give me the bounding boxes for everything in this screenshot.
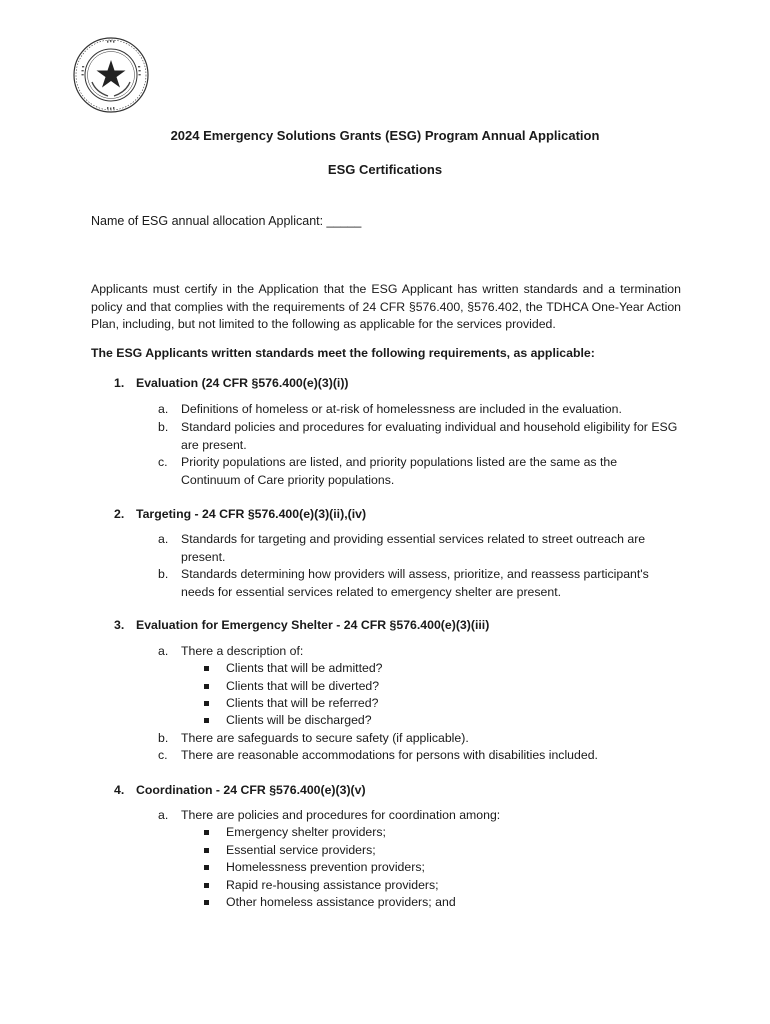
list-item [158,730,678,748]
bullet-text: Clients will be discharged? [226,713,372,727]
intro-paragraph: Applicants must certify in the Application that the ESG Applicant has written standards and a termination policy and that complies with the requirements of 24 CFR §576.400, §576.402, the TDHCA One-Year Action Plan, including, but not limited to the following as applicable for the services provided. [91,282,681,331]
bullet-text: Rapid re-housing assistance providers; [226,878,439,892]
list-item [158,454,678,489]
section-number: 2. [114,507,125,521]
item-letter: b. [158,731,169,745]
applicant-name-line: Name of ESG annual allocation Applicant: _____ [91,214,362,228]
bullet-text: Other homeless assistance providers; and [226,895,456,909]
section-title: Evaluation (24 CFR §576.400(e)(3)(i)) [136,376,349,390]
bullet-item [204,877,439,895]
bullet-text: Clients that will be admitted? [226,661,383,675]
item-text: There are safeguards to secure safety (if applicable). [181,731,469,745]
bullet-text: Clients that will be referred? [226,696,379,710]
bullet-square-icon [204,701,209,706]
bullet-item [204,660,383,678]
item-text: Definitions of homeless or at-risk of homelessness are included in the evaluation. [181,402,622,416]
item-text: Standard policies and procedures for evaluating individual and household eligibility for ESG are present. [181,420,678,452]
list-item [158,643,678,661]
bullet-square-icon [204,883,209,888]
section-title: Coordination - 24 CFR §576.400(e)(3)(v) [136,783,366,797]
item-text: Standards determining how providers will assess, prioritize, and reassess participant's needs for essential services related to emergency shelter are present. [181,567,649,599]
bullet-square-icon [204,684,209,689]
bullet-item [204,678,379,696]
list-item [158,566,678,601]
section-heading-evaluation [114,376,349,390]
item-letter: a. [158,402,169,416]
bullet-text: Clients that will be diverted? [226,679,380,693]
bullet-item [204,712,372,730]
item-letter: c. [158,455,168,469]
bullet-square-icon [204,830,209,835]
item-letter: b. [158,420,169,434]
list-item [158,531,678,566]
section-heading-coordination [114,783,366,797]
item-text: Standards for targeting and providing essential services related to street outreach are present. [181,532,646,564]
bullet-text: Emergency shelter providers; [226,825,386,839]
bullet-square-icon [204,865,209,870]
document-subtitle: ESG Certifications [327,162,443,177]
bullet-item [204,842,376,860]
item-letter: c. [158,748,168,762]
bullet-item [204,824,386,842]
item-text: There a description of: [181,644,304,658]
state-seal-logo [72,36,150,114]
item-letter: b. [158,567,169,581]
list-item [158,401,678,419]
bullet-text: Essential service providers; [226,843,376,857]
item-letter: a. [158,644,169,658]
bullet-text: Homelessness prevention providers; [226,860,425,874]
list-item [158,807,678,825]
bullet-square-icon [204,718,209,723]
bullet-item [204,894,456,912]
section-number: 4. [114,783,125,797]
section-title: Evaluation for Emergency Shelter - 24 CFR §576.400(e)(3)(iii) [136,618,490,632]
section-number: 3. [114,618,125,632]
bullet-square-icon [204,666,209,671]
item-letter: a. [158,532,169,546]
item-letter: a. [158,808,169,822]
document-title: 2024 Emergency Solutions Grants (ESG) Program Annual Application [170,128,600,143]
list-item [158,747,678,765]
section-number: 1. [114,376,125,390]
section-heading-targeting [114,507,366,521]
requirements-lead: The ESG Applicants written standards meet the following requirements, as applicable: [91,346,595,360]
section-heading-emergency-shelter [114,618,489,632]
item-text: Priority populations are listed, and priority populations listed are the same as the Continuum of Care priority populations. [181,455,618,487]
bullet-item [204,695,378,713]
bullet-square-icon [204,900,209,905]
bullet-square-icon [204,848,209,853]
item-text: There are reasonable accommodations for persons with disabilities included. [181,748,598,762]
bullet-item [204,859,425,877]
item-text: There are policies and procedures for coordination among: [181,808,501,822]
list-item [158,419,678,454]
section-title: Targeting - 24 CFR §576.400(e)(3)(ii),(iv) [136,507,367,521]
